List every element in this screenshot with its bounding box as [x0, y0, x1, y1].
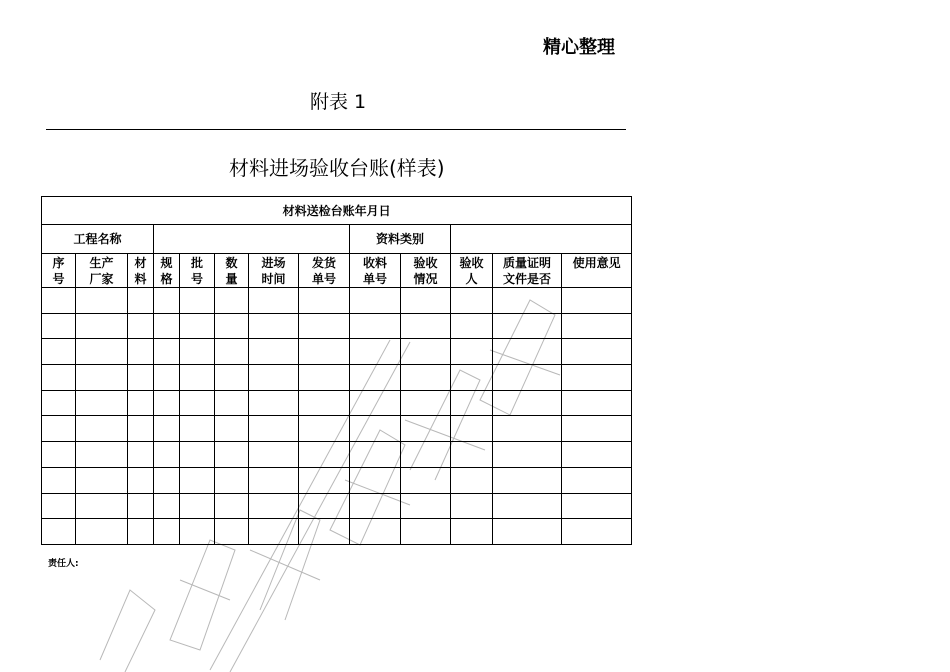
caption-row [42, 197, 632, 225]
column-header [128, 254, 154, 288]
table-cell [451, 416, 493, 442]
table-cell [451, 365, 493, 391]
table-cell [180, 390, 215, 416]
column-header-line: 文件是否 [502, 272, 551, 286]
table-row [42, 313, 632, 339]
table-cell [249, 365, 299, 391]
table-row [42, 339, 632, 365]
table-cell [493, 390, 562, 416]
table-cell [493, 493, 562, 519]
table-cell [562, 288, 632, 314]
table-cell [451, 390, 493, 416]
column-header-line: 号 [52, 272, 65, 286]
column-header-line: 进场 [261, 256, 286, 270]
table-cell [451, 288, 493, 314]
table-cell [401, 365, 451, 391]
table-cell [180, 313, 215, 339]
table-cell [42, 493, 76, 519]
header-note: 精心整理 [543, 37, 615, 58]
column-header-line: 批 [190, 256, 203, 270]
column-header [299, 254, 350, 288]
table-cell [154, 339, 180, 365]
table-cell [350, 519, 401, 545]
table-cell [128, 390, 154, 416]
table-row [42, 519, 632, 545]
table-cell [76, 288, 128, 314]
table-cell [180, 442, 215, 468]
table-cell [401, 519, 451, 545]
table-cell [154, 365, 180, 391]
table-cell [76, 519, 128, 545]
table-cell [42, 416, 76, 442]
table-cell [562, 390, 632, 416]
table-cell [180, 519, 215, 545]
table-cell [299, 339, 350, 365]
table-cell [215, 313, 249, 339]
table-cell [249, 313, 299, 339]
appendix-label: 附表 1 [310, 91, 367, 113]
table-cell [249, 390, 299, 416]
column-header [42, 254, 76, 288]
table-cell [154, 519, 180, 545]
column-header [401, 254, 451, 288]
column-header-line: 情况 [413, 272, 438, 286]
table-cell [154, 288, 180, 314]
table-row [42, 467, 632, 493]
table-cell [215, 467, 249, 493]
table-cell [42, 288, 76, 314]
table-cell [562, 442, 632, 468]
table-cell [154, 493, 180, 519]
table-cell [562, 416, 632, 442]
table-cell [42, 365, 76, 391]
table-row [42, 365, 632, 391]
column-header-line: 验收 [413, 256, 438, 270]
table-cell [180, 493, 215, 519]
table-cell [180, 467, 215, 493]
project-info-row [42, 225, 632, 254]
table-cell [42, 442, 76, 468]
table-cell [128, 493, 154, 519]
table-cell [493, 416, 562, 442]
table-cell [128, 519, 154, 545]
material-ledger-table [41, 196, 632, 545]
column-header-line: 验收 [459, 256, 484, 270]
table-cell [154, 390, 180, 416]
table-cell [299, 442, 350, 468]
table-cell [299, 416, 350, 442]
column-header [215, 254, 249, 288]
table-cell [493, 365, 562, 391]
table-cell [180, 365, 215, 391]
table-cell [249, 519, 299, 545]
table-cell [215, 416, 249, 442]
table-cell [249, 493, 299, 519]
table-cell [350, 390, 401, 416]
table-cell [215, 365, 249, 391]
table-cell [215, 390, 249, 416]
column-header [350, 254, 401, 288]
table-cell [215, 288, 249, 314]
table-cell [76, 467, 128, 493]
table-cell [493, 467, 562, 493]
table-cell [562, 365, 632, 391]
column-header-line: 格 [160, 272, 173, 286]
project-name-label: 工程名称 [42, 225, 154, 254]
table-cell [249, 442, 299, 468]
material-category-label: 资料类别 [350, 225, 451, 254]
column-header-line: 量 [225, 272, 238, 286]
table-cell [215, 442, 249, 468]
table-cell [493, 519, 562, 545]
table-row [42, 390, 632, 416]
table-cell [493, 339, 562, 365]
table-cell [76, 442, 128, 468]
table-cell [401, 467, 451, 493]
table-cell [451, 519, 493, 545]
table-cell [401, 416, 451, 442]
table-cell [299, 390, 350, 416]
table-cell [451, 493, 493, 519]
table-cell [451, 442, 493, 468]
table-cell [401, 288, 451, 314]
table-cell [154, 416, 180, 442]
table-cell [128, 313, 154, 339]
table-cell [42, 519, 76, 545]
column-header [180, 254, 215, 288]
table-cell [76, 365, 128, 391]
table-cell [493, 442, 562, 468]
table-cell [401, 339, 451, 365]
table-cell [299, 288, 350, 314]
column-header-line: 厂家 [89, 272, 114, 286]
table-cell [128, 288, 154, 314]
table-cell [215, 519, 249, 545]
title-divider [46, 129, 626, 130]
table-cell [401, 390, 451, 416]
material-category-value [451, 225, 632, 254]
table-cell [180, 416, 215, 442]
column-header-line: 生产 [89, 256, 114, 270]
table-cell [451, 313, 493, 339]
table-cell [154, 467, 180, 493]
responsible-person-label: 责任人: [48, 559, 79, 569]
column-header-line: 规 [160, 256, 173, 270]
column-header-line: 材 [134, 256, 147, 270]
table-row [42, 288, 632, 314]
table-cell [562, 313, 632, 339]
column-header-line: 号 [190, 272, 203, 286]
table-cell [493, 288, 562, 314]
column-header-line: 使用意见 [572, 256, 621, 270]
table-cell [180, 288, 215, 314]
table-cell [299, 493, 350, 519]
table-cell [401, 493, 451, 519]
table-cell [299, 365, 350, 391]
table-cell [180, 339, 215, 365]
table-cell [350, 442, 401, 468]
column-header [451, 254, 493, 288]
table-cell [76, 313, 128, 339]
table-cell [249, 416, 299, 442]
table-cell [154, 313, 180, 339]
table-cell [76, 390, 128, 416]
column-header-line: 数 [225, 256, 238, 270]
table-cell [562, 519, 632, 545]
table-cell [562, 339, 632, 365]
table-cell [128, 442, 154, 468]
table-cell [451, 467, 493, 493]
column-header-line: 单号 [362, 272, 387, 286]
table-cell [299, 467, 350, 493]
table-cell [249, 467, 299, 493]
column-header [76, 254, 128, 288]
column-header-line: 质量证明 [502, 256, 551, 270]
column-header-line: 时间 [261, 272, 286, 286]
column-header-line: 单号 [311, 272, 336, 286]
table-cell [215, 339, 249, 365]
column-header-line: 序 [52, 256, 65, 270]
table-cell [42, 313, 76, 339]
table-cell [76, 339, 128, 365]
column-header-line: 发货 [311, 256, 336, 270]
table-caption: 材料送检台账年月日 [42, 197, 632, 225]
table-cell [350, 416, 401, 442]
document-title: 材料进场验收台账(样表) [229, 156, 445, 180]
table-cell [451, 339, 493, 365]
table-cell [350, 288, 401, 314]
table-cell [249, 288, 299, 314]
column-header-line: 料 [134, 272, 147, 286]
table-cell [76, 416, 128, 442]
column-header-row [42, 254, 632, 288]
table-cell [215, 493, 249, 519]
table-cell [154, 442, 180, 468]
table-cell [128, 416, 154, 442]
table-cell [299, 313, 350, 339]
column-header [154, 254, 180, 288]
table-cell [350, 313, 401, 339]
table-cell [128, 365, 154, 391]
table-cell [562, 467, 632, 493]
column-header-line: 人 [465, 272, 478, 286]
table-cell [42, 467, 76, 493]
table-cell [299, 519, 350, 545]
table-cell [249, 339, 299, 365]
table-row [42, 416, 632, 442]
table-cell [42, 339, 76, 365]
table-cell [76, 493, 128, 519]
project-name-value [154, 225, 350, 254]
table-cell [350, 493, 401, 519]
table-cell [128, 339, 154, 365]
table-cell [128, 467, 154, 493]
column-header [562, 254, 632, 288]
table-cell [401, 442, 451, 468]
table-cell [562, 493, 632, 519]
table-cell [350, 339, 401, 365]
table-row [42, 493, 632, 519]
table-cell [350, 365, 401, 391]
table-cell [42, 390, 76, 416]
table-cell [401, 313, 451, 339]
table-row [42, 442, 632, 468]
column-header [249, 254, 299, 288]
column-header-line: 收料 [362, 256, 387, 270]
table-cell [493, 313, 562, 339]
table-cell [350, 467, 401, 493]
column-header [493, 254, 562, 288]
